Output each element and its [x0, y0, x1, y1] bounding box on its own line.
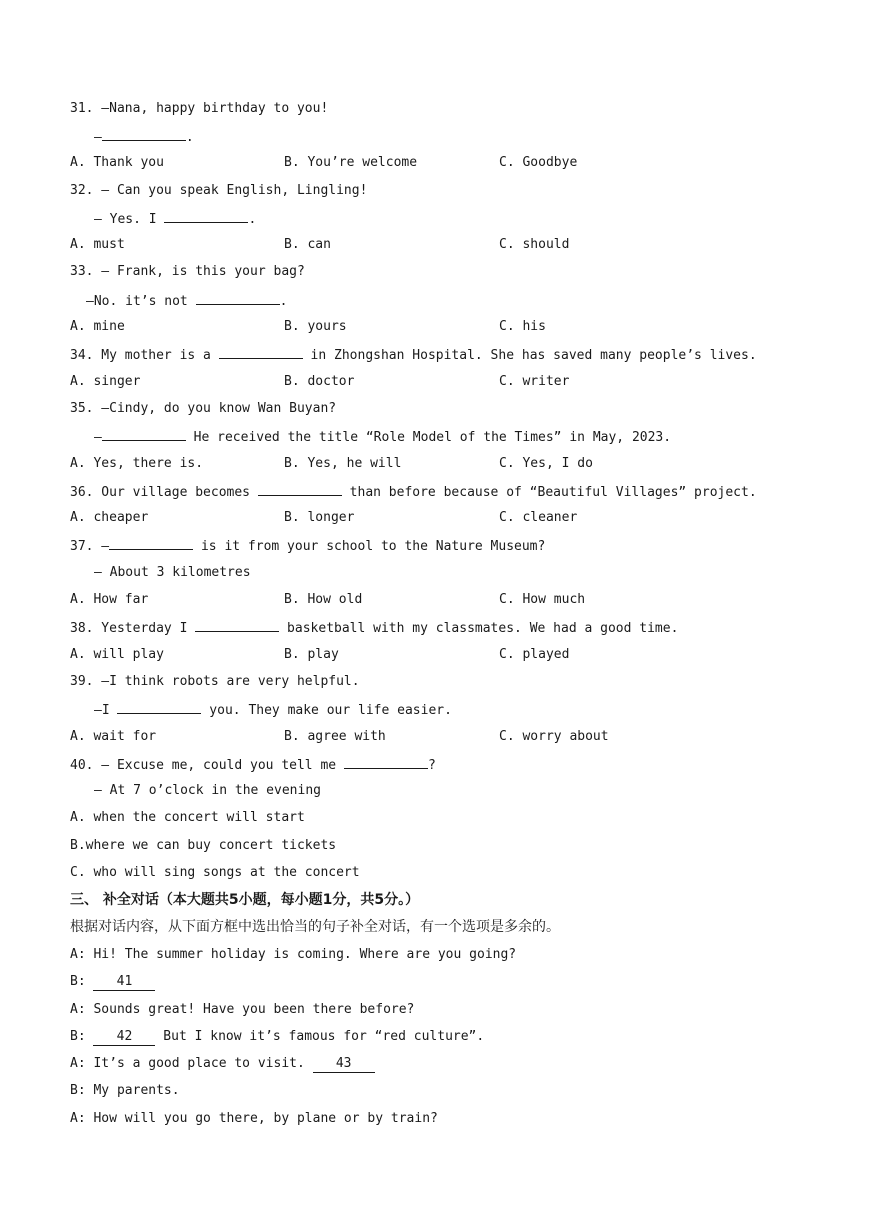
- q39-option-b: B. agree with: [284, 729, 386, 744]
- q38-blank: [195, 617, 279, 632]
- dialogue-line-4: B: 42 But I know it’s famous for “red culture”.: [70, 1029, 485, 1044]
- q38-option-a: A. will play: [70, 647, 164, 662]
- q39-options: [70, 727, 609, 747]
- q31-options: [70, 153, 578, 173]
- q37-reply: — About 3 kilometres: [94, 565, 251, 580]
- q33-prompt: 33. — Frank, is this your bag?: [70, 264, 305, 279]
- q40-option-a: A. when the concert will start: [70, 810, 305, 825]
- q40-blank: [344, 754, 428, 769]
- q39-option-c: C. worry about: [499, 729, 609, 744]
- q36-option-c: C. cleaner: [499, 510, 578, 525]
- section3-instruction: 根据对话内容，从下面方框中选出恰当的句子补全对话，有一个选项是多余的。: [70, 919, 560, 935]
- q36-prompt: 36. Our village becomes than before because of “Beautiful Villages” project.: [70, 481, 757, 501]
- q35-option-a: A. Yes, there is.: [70, 456, 204, 471]
- blank-42: 42: [93, 1029, 155, 1046]
- q36-option-b: B. longer: [284, 510, 355, 525]
- q35-options: [70, 454, 593, 474]
- dialogue-line-3: A: Sounds great! Have you been there before?: [70, 1002, 415, 1017]
- q31-option-a: A. Thank you: [70, 155, 164, 170]
- q34-option-b: B. doctor: [284, 374, 355, 389]
- q31-answer-line: — .: [94, 126, 194, 146]
- dialogue-line-1: A: Hi! The summer holiday is coming. Where are you going?: [70, 947, 517, 962]
- q36-options: [70, 508, 578, 528]
- q36-blank: [258, 481, 342, 496]
- q32-prompt: 32. — Can you speak English, Lingling!: [70, 183, 368, 198]
- q34-prompt: 34. My mother is a in Zhongshan Hospital. She has saved many people’s lives.: [70, 344, 757, 364]
- q40-option-b: B.where we can buy concert tickets: [70, 838, 337, 853]
- q34-blank: [219, 344, 303, 359]
- q37-blank: [109, 535, 193, 550]
- q33-options: [70, 317, 546, 337]
- q40-option-c: C. who will sing songs at the concert: [70, 865, 360, 880]
- q34-option-c: C. writer: [499, 374, 570, 389]
- q36-option-a: A. cheaper: [70, 510, 149, 525]
- q35-option-b: B. Yes, he will: [284, 456, 402, 471]
- q39-blank: [117, 699, 201, 714]
- q35-answer-line: — He received the title “Role Model of the Times” in May, 2023.: [94, 426, 671, 446]
- dialogue-line-6: B: My parents.: [70, 1083, 180, 1098]
- blank-43: 43: [313, 1056, 375, 1073]
- q32-blank: [164, 208, 248, 223]
- q33-option-c: C. his: [499, 319, 546, 334]
- q38-options: [70, 645, 570, 665]
- q31-option-b: B. You’re welcome: [284, 155, 418, 170]
- dialogue-line-5: A: It’s a good place to visit. 43: [70, 1054, 375, 1074]
- q32-option-b: B. can: [284, 237, 331, 252]
- q33-option-b: B. yours: [284, 319, 347, 334]
- q31-option-c: C. Goodbye: [499, 155, 578, 170]
- dialogue-line-2: B: 41: [70, 972, 155, 992]
- q32-option-c: C. should: [499, 237, 570, 252]
- q33-blank: [196, 290, 280, 305]
- q38-option-b: B. play: [284, 647, 339, 662]
- q35-prompt: 35. —Cindy, do you know Wan Buyan?: [70, 401, 337, 416]
- q31-prompt: 31. —Nana, happy birthday to you!: [70, 101, 329, 116]
- q37-option-b: B. How old: [284, 592, 363, 607]
- q35-option-c: C. Yes, I do: [499, 456, 593, 471]
- blank-41: 41: [93, 974, 155, 991]
- q37-option-c: C. How much: [499, 592, 586, 607]
- q34-options: [70, 372, 570, 392]
- q38-option-c: C. played: [499, 647, 570, 662]
- q33-option-a: A. mine: [70, 319, 125, 334]
- q32-answer-line: — Yes. I .: [94, 208, 256, 228]
- q35-blank: [102, 426, 186, 441]
- q40-reply: — At 7 o’clock in the evening: [94, 783, 321, 798]
- q37-options: [70, 590, 586, 610]
- q38-prompt: 38. Yesterday I basketball with my classmates. We had a good time.: [70, 617, 678, 637]
- q37-prompt: 37. — is it from your school to the Nature Museum?: [70, 535, 545, 555]
- q39-prompt: 39. —I think robots are very helpful.: [70, 674, 360, 689]
- q33-answer-line: —No. it’s not .: [86, 290, 287, 310]
- q32-options: [70, 235, 570, 255]
- q39-answer-line: —I you. They make our life easier.: [94, 699, 452, 719]
- dialogue-line-7: A: How will you go there, by plane or by train?: [70, 1111, 438, 1126]
- q32-option-a: A. must: [70, 237, 125, 252]
- q31-blank: [102, 126, 186, 141]
- q37-option-a: A. How far: [70, 592, 149, 607]
- section3-title: 三、 补全对话（本大题共5小题，每小题1分，共5分。）: [70, 892, 420, 908]
- q40-prompt: 40. — Excuse me, could you tell me ?: [70, 754, 436, 774]
- q39-option-a: A. wait for: [70, 729, 157, 744]
- q34-option-a: A. singer: [70, 374, 141, 389]
